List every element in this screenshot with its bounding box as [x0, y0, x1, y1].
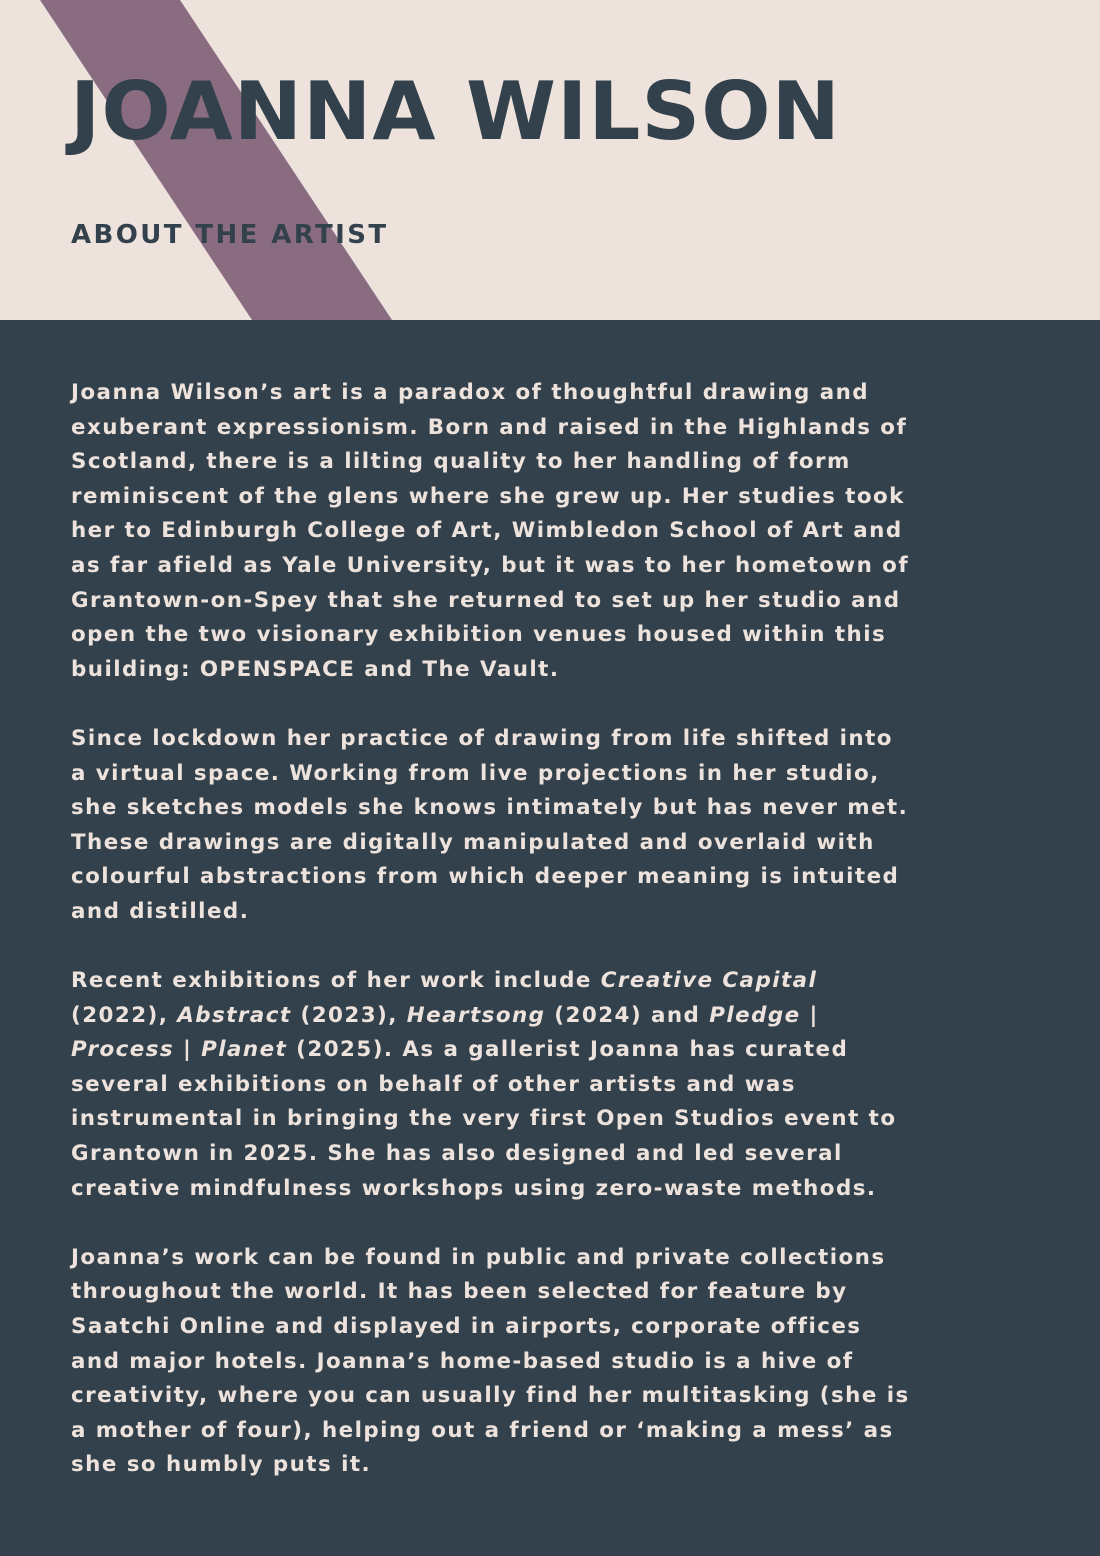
bio-line: Saatchi Online and displayed in airports, corporate offices: [71, 1314, 862, 1340]
exhibition-title: Pledge |: [709, 1002, 819, 1028]
bio-line: as far afield as Yale University, but it was to her hometown of: [71, 552, 910, 578]
bio-line: instrumental in bringing the very first Open Studios event to: [71, 1106, 897, 1132]
bio-line: [71, 1033, 1056, 1068]
bio-line: Grantown in 2025. She has also designed and led several: [71, 1141, 843, 1167]
bio-paragraph-2: [71, 722, 1056, 930]
diagonal-stripe-decoration: [0, 0, 1100, 320]
bio-content: [71, 376, 1056, 1518]
bio-paragraph-1: [71, 376, 1056, 687]
bio-line: colourful abstractions from which deeper meaning is intuited: [71, 864, 900, 890]
bio-line: her to Edinburgh College of Art, Wimbledon School of Art and: [71, 518, 903, 544]
bio-text: (2024) and: [545, 1002, 710, 1028]
bio-line: throughout the world. It has been selected for feature by: [71, 1279, 848, 1305]
artist-name-title: JOANNA WILSON: [70, 65, 841, 158]
bio-line: These drawings are digitally manipulated and overlaid with: [71, 829, 875, 855]
bio-line: open the two visionary exhibition venues housed within this: [71, 622, 887, 648]
exhibition-title: Creative Capital: [600, 968, 818, 994]
bio-line: a mother of four), helping out a friend or ‘making a mess’ as: [71, 1417, 894, 1443]
bio-text: (2025). As a gallerist Joanna has curated: [287, 1037, 849, 1063]
bio-line: creativity, where you can usually find her multitasking (she is: [71, 1383, 910, 1409]
exhibition-title: Process | Planet: [71, 1037, 288, 1063]
bio-line: Since lockdown her practice of drawing from life shifted into: [71, 725, 893, 751]
section-subtitle: ABOUT THE ARTIST: [71, 220, 389, 250]
bio-line: building: OPENSPACE and The Vault.: [71, 656, 560, 682]
bio-line: a virtual space. Working from live projections in her studio,: [71, 760, 880, 786]
bio-text: (2023),: [291, 1002, 407, 1028]
bio-line: and distilled.: [71, 898, 250, 924]
diagonal-stripe-shape: [40, 0, 392, 320]
bio-text: Recent exhibitions of her work include: [71, 968, 601, 994]
bio-line: creative mindfulness workshops using zero-waste methods.: [71, 1175, 877, 1201]
exhibition-title: Heartsong: [406, 1002, 546, 1028]
bio-line: Joanna Wilson’s art is a paradox of thoughtful drawing and: [71, 380, 870, 405]
bio-paragraph-3: [71, 964, 1056, 1206]
bio-line: several exhibitions on behalf of other artists and was: [71, 1071, 796, 1097]
bio-line: reminiscent of the glens where she grew up. Her studies took: [71, 483, 905, 509]
bio-line: and major hotels. Joanna’s home-based studio is a hive of: [71, 1348, 854, 1374]
header-banner: [0, 0, 1100, 320]
bio-line: she sketches models she knows intimately but has never met.: [71, 795, 909, 821]
bio-line: she so humbly puts it.: [71, 1452, 372, 1478]
bio-line: exuberant expressionism. Born and raised in the Highlands of: [71, 414, 908, 440]
bio-paragraph-4: [71, 1241, 1056, 1483]
bio-line: Joanna’s work can be found in public and private collections: [71, 1244, 886, 1270]
bio-line: [71, 964, 1056, 999]
bio-text: (2022),: [71, 1002, 178, 1028]
bio-line: Grantown-on-Spey that she returned to set up her studio and: [71, 587, 901, 613]
exhibition-title: Abstract: [177, 1002, 292, 1028]
bio-line: [71, 999, 1056, 1034]
bio-line: Scotland, there is a lilting quality to her handling of form: [71, 449, 851, 475]
